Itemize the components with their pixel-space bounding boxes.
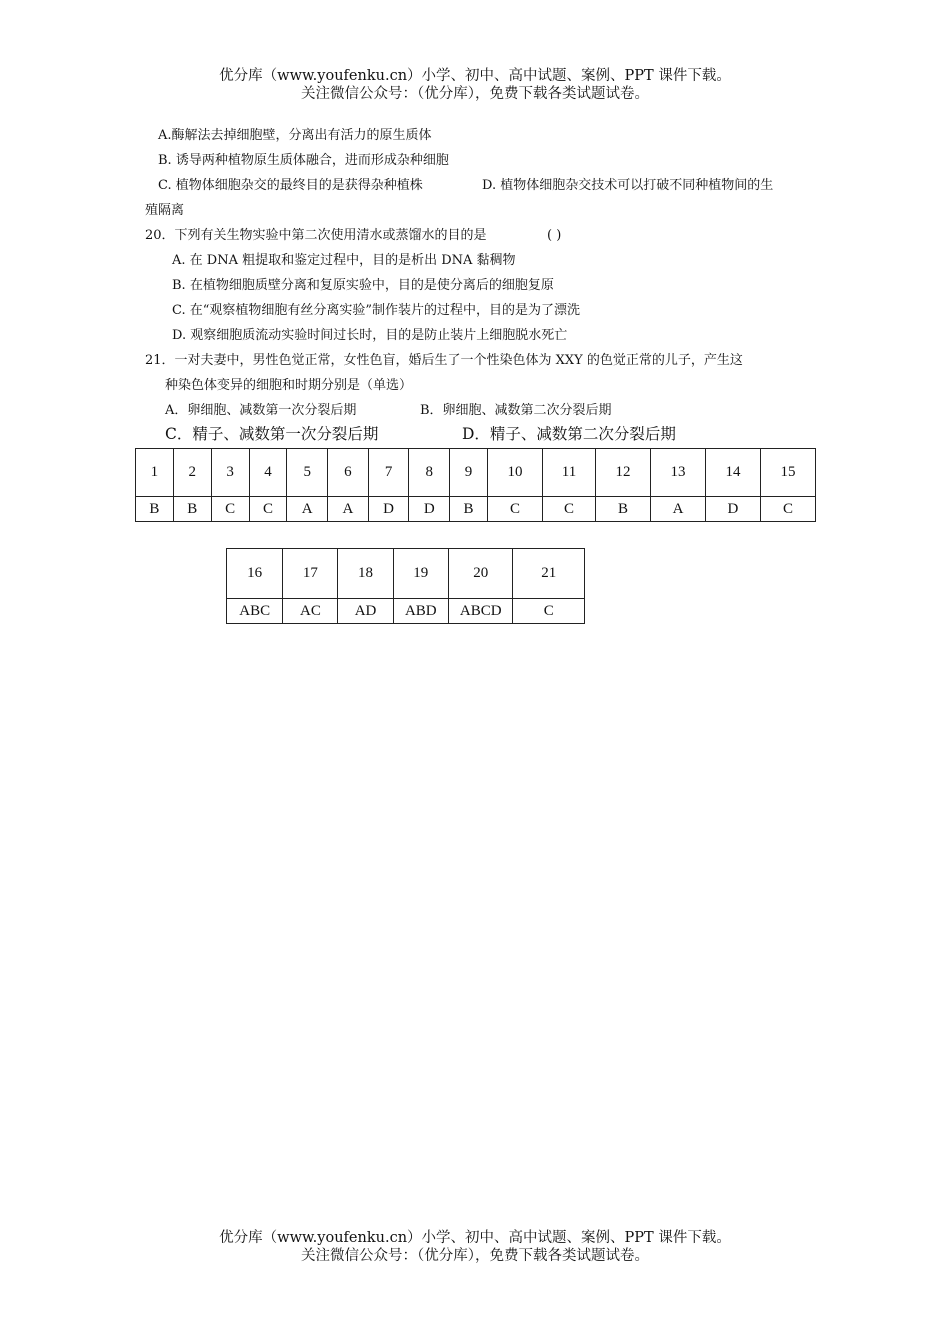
table-cell: 8 [409, 449, 450, 497]
table-cell: 18 [338, 549, 393, 599]
table-cell: 20 [449, 549, 513, 599]
table-cell: AD [338, 599, 393, 624]
q21-option-b: B．卵细胞、减数第二次分裂后期 [420, 403, 612, 418]
header-line-2: 关注微信公众号：（优分库），免费下载各类试题试卷。 [301, 86, 649, 102]
table-cell: A [651, 497, 706, 522]
q21-option-a: A．卵细胞、减数第一次分裂后期 [165, 403, 357, 418]
table-cell: 21 [513, 549, 585, 599]
q19-option-a: A.酶解法去掉细胞壁，分离出有活力的原生质体 [158, 128, 432, 143]
table-cell: D [409, 497, 450, 522]
q20-stem: 20．下列有关生物实验中第二次使用清水或蒸馏水的目的是 [145, 228, 487, 243]
q19-option-b: B. 诱导两种植物原生质体融合，进而形成杂种细胞 [158, 153, 449, 168]
table-cell: 10 [487, 449, 542, 497]
table-cell: 4 [249, 449, 287, 497]
q21-stem-line-2: 种染色体变异的细胞和时期分别是（单选） [165, 378, 413, 393]
header-line-1: 优分库（www.youfenku.cn）小学、初中、高中试题、案例、PPT 课件下载。 [219, 68, 731, 84]
table-cell: ABCD [449, 599, 513, 624]
table-cell: B [596, 497, 651, 522]
table-cell: D [368, 497, 409, 522]
table-cell: ABD [393, 599, 448, 624]
table-cell: 11 [542, 449, 595, 497]
table-cell: 5 [287, 449, 328, 497]
answer-table-2-number-row [227, 549, 585, 599]
table-cell: D [705, 497, 760, 522]
answer-table-2-answer-row [227, 599, 585, 624]
table-cell: C [542, 497, 595, 522]
table-cell: C [249, 497, 287, 522]
q20-answer-bracket: ( ) [547, 228, 562, 243]
table-cell: C [513, 599, 585, 624]
q21-option-d: D．精子、减数第二次分裂后期 [462, 425, 676, 443]
table-cell: 7 [368, 449, 409, 497]
q20-option-c: C. 在“观察植物细胞有丝分离实验”制作装片的过程中，目的是为了漂洗 [172, 303, 581, 318]
answer-table-1-answer-row [136, 497, 816, 522]
table-cell: ABC [227, 599, 283, 624]
table-cell: 6 [328, 449, 369, 497]
table-cell: 1 [136, 449, 174, 497]
footer-line-2: 关注微信公众号：（优分库），免费下载各类试题试卷。 [301, 1248, 649, 1264]
table-cell: 19 [393, 549, 448, 599]
q19-option-c: C. 植物体细胞杂交的最终目的是获得杂种植株 [158, 178, 423, 193]
table-cell: 14 [705, 449, 760, 497]
answer-table-1 [135, 448, 816, 522]
table-cell: A [287, 497, 328, 522]
answer-table-1-number-row [136, 449, 816, 497]
table-cell: B [136, 497, 174, 522]
table-cell: 12 [596, 449, 651, 497]
table-cell: AC [283, 599, 338, 624]
q21-stem-line-1: 21．一对夫妻中，男性色觉正常，女性色盲，婚后生了一个性染色体为 XXY 的色觉正常的儿子，产生这 [145, 353, 743, 368]
table-cell: 13 [651, 449, 706, 497]
table-cell: B [173, 497, 211, 522]
table-cell: 2 [173, 449, 211, 497]
table-cell: 15 [760, 449, 815, 497]
answer-table-2 [226, 548, 585, 624]
table-cell: 3 [211, 449, 249, 497]
table-cell: 9 [450, 449, 488, 497]
table-cell: A [328, 497, 369, 522]
q20-option-a: A. 在 DNA 粗提取和鉴定过程中，目的是析出 DNA 黏稠物 [172, 253, 516, 268]
q21-option-c: C．精子、减数第一次分裂后期 [165, 425, 379, 443]
table-cell: B [450, 497, 488, 522]
table-cell: 17 [283, 549, 338, 599]
q20-option-d: D. 观察细胞质流动实验时间过长时，目的是防止装片上细胞脱水死亡 [172, 328, 568, 343]
table-cell: C [760, 497, 815, 522]
footer-line-1: 优分库（www.youfenku.cn）小学、初中、高中试题、案例、PPT 课件下载。 [219, 1230, 731, 1246]
table-cell: 16 [227, 549, 283, 599]
table-cell: C [487, 497, 542, 522]
q19-option-d: D. 植物体细胞杂交技术可以打破不同种植物间的生 [482, 178, 774, 193]
table-cell: C [211, 497, 249, 522]
q20-option-b: B. 在植物细胞质壁分离和复原实验中，目的是使分离后的细胞复原 [172, 278, 554, 293]
q19-option-d-continued: 殖隔离 [145, 203, 185, 218]
